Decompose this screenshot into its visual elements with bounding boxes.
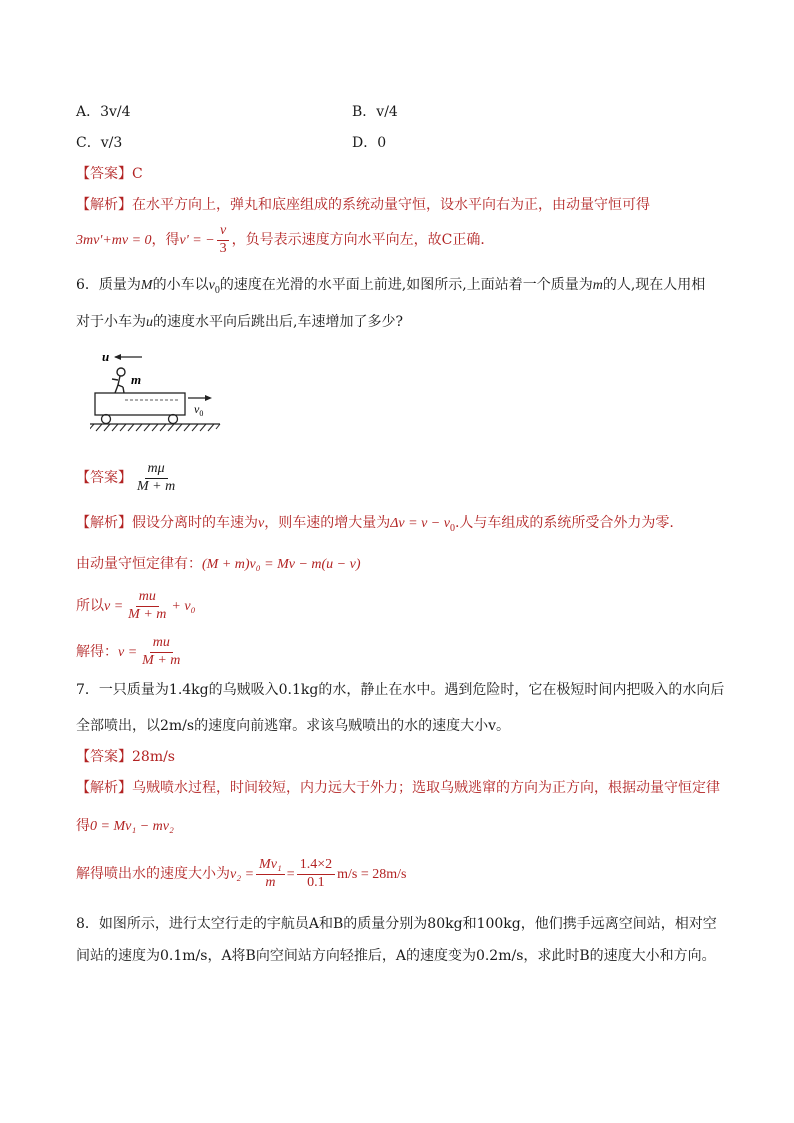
q8-stem-line2: 间站的速度为0.1m/s，A将B向空间站方向轻推后，A的速度变为0.2m/s，求此时B的速度大小和方向。	[76, 948, 716, 964]
q7-equation: 得0 = Mv₁ − mv₂	[76, 818, 174, 834]
q5-analysis	[76, 194, 650, 214]
fraction: $\frac{v}{3}$	[217, 224, 230, 256]
q7-answer: 【答案】28m/s	[76, 749, 175, 765]
q6-so: 所以v = $\frac{mu}{M + m}$ + v₀	[76, 589, 196, 622]
q5-equation	[76, 224, 494, 256]
q6-law: 由动量守恒定律有：(M + m)v₀ = Mv − m(u − v)	[76, 556, 361, 572]
eq-tail: ，负号表示速度方向水平向左，故C正确．	[231, 232, 495, 249]
q7-result: 解得喷出水的速度大小为v₂ = $\frac{\text{Mv₁}}{m}$ = $\frac{1.4\times 2}{0.1}$ m/s = 28m/s	[76, 857, 407, 890]
eq-lhs: 3mv'+mv = 0	[76, 233, 152, 249]
wheel-right	[169, 415, 178, 424]
m-label: m	[131, 372, 142, 387]
q6-answer: 【答案】 $\frac{m\mu}{M + m}$	[76, 462, 180, 494]
q6-stem-line1: 6．质量为M的小车以$v_0$的速度在光滑的水平面上前进,如图所示,上面站着一个质量为m的人,现在人用相	[76, 277, 706, 296]
option-a: A．3v/4	[76, 104, 131, 120]
wheel-left	[102, 415, 111, 424]
q5-answer	[76, 163, 143, 183]
cart-body	[95, 393, 185, 415]
eq-v: v' = −	[179, 233, 215, 249]
person-icon	[112, 368, 125, 393]
cart-figure	[90, 343, 225, 433]
u-label: u	[102, 349, 110, 364]
option-b: B．v/4	[352, 104, 398, 120]
q6-stem-line2: 对于小车为u的速度水平向后跳出后,车速增加了多少?	[76, 314, 403, 330]
v0-label: $v_0$	[194, 402, 204, 418]
analysis-text: 在水平方向上，弹丸和底座组成的系统动量守恒，设水平向右为正，由动量守恒可得	[132, 197, 650, 213]
eq-mid: ，得	[151, 232, 180, 249]
analysis-tag: 【解析】	[76, 197, 132, 213]
option-d: D．0	[352, 135, 387, 151]
answer-tag: 【答案】	[76, 166, 132, 182]
q6-analysis: 【解析】假设分离时的车速为v，则车速的增大量为$\Delta v = v - v_0$.人与车组成的系统所受合外力为零.	[76, 515, 674, 534]
answer-fraction: $\frac{m\mu}{M + m}$	[137, 461, 176, 494]
option-c: C．v/3	[76, 135, 123, 151]
q8-stem-line1: 8．如图所示，进行太空行走的宇航员A和B的质量分别为80kg和100kg，他们携手远离空间站，相对空	[76, 916, 717, 932]
q7-analysis: 【解析】乌贼喷水过程，时间较短，内力远大于外力；选取乌贼逃窜的方向为正方向，根据动量守恒定律	[76, 780, 720, 796]
q7-stem-line2: 全部喷出，以2m/s的速度向前逃窜。求该乌贼喷出的水的速度大小v。	[76, 718, 510, 734]
q7-stem-line1: 7．一只质量为1.4kg的乌贼吸入0.1kg的水，静止在水中。遇到危险时，它在极短时间内把吸入的水向后	[76, 682, 725, 698]
q6-solve: 解得：v = $\frac{mu}{M + m}$	[76, 635, 181, 668]
answer-value: C	[132, 166, 143, 182]
